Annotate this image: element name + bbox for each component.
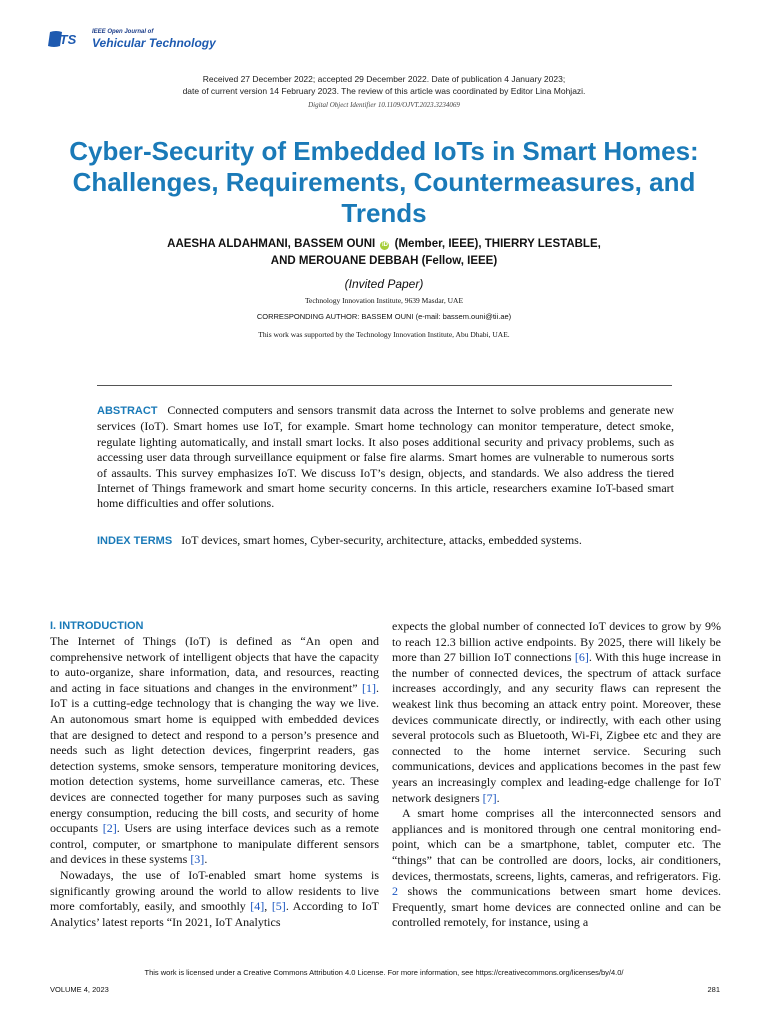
abstract-text: Connected computers and sensors transmit data across the Internet to solve problems and generate new services (IoT). Smart homes use IoT, for example. Smart home technology can monitor temperature, detect smoke, regulate lighting automatically, and install smart locks. It also poses additional security and privacy problems, such as accessing user data through surveillance equipment or false fire alarms. Smart homes are vulnerable to numerous sorts of assaults. This survey emphasizes IoT. We discuss IoT’s design, objects, and standards. We also address the tiered Internet of Things framework and smart home security concerns. In this article, researchers examine IoT-based smart home difficulties and offer solutions. [97, 403, 675, 511]
citation-link[interactable]: [6] [574, 650, 589, 665]
divider [97, 385, 672, 386]
citation-link[interactable]: [5] [271, 899, 286, 914]
received-line-1: Received 27 December 2022; accepted 29 December 2022. Date of publication 4 January 2023; [202, 74, 566, 84]
right-column [392, 619, 721, 931]
paragraph [50, 868, 379, 930]
authors-part-3: AND MEROUANE DEBBAH (Fellow, IEEE) [270, 255, 498, 267]
index-terms [97, 533, 674, 549]
journal-name: Vehicular Technology [92, 36, 216, 50]
received-info [0, 73, 768, 97]
text-run: Nowadays, the use of IoT-enabled smart home systems is significantly growing around the world to allow residents to live more comfortably, easily, and smoothly [50, 867, 379, 914]
text-run: A smart home comprises all the interconnected sensors and appliances and is monitored through one central monitoring end-point, which can be a smartphone, tablet, computer etc. The “things” that can be controlled are doors, locks, air conditioners, devices, thermostats, screens, lights, cameras, and refrigerators. Fig. [392, 806, 721, 883]
orcid-icon[interactable]: iD [381, 242, 388, 248]
text-run: shows the communications between smart home devices. Frequently, smart home devices are connected online and can be controlled remotely, for instance, using a [392, 884, 721, 930]
paragraph [392, 806, 721, 931]
text-run: . According to IoT Analytics’ latest reports “In 2021, IoT Analytics [50, 899, 379, 929]
text-run: expects the global number of connected IoT devices to grow by 9% to reach 12.3 billion active endpoints. By 2025, there will likely be more than 27 billion IoT connections [392, 619, 721, 665]
invited-paper: (Invited Paper) [344, 277, 424, 291]
text-run: The Internet of Things (IoT) is defined as “An open and comprehensive network of intelligent objects that have the capacity to auto-organize, share information, data, and resources, reacting and acting in face situations and changes in the environment” [50, 634, 379, 695]
svg-text:VTS: VTS [51, 32, 77, 47]
text-run: , [264, 899, 272, 914]
abstract [97, 403, 674, 512]
text-run: . [204, 852, 208, 867]
figure-link[interactable]: 2 [392, 884, 398, 899]
doi: Digital Object Identifier 10.1109/OJVT.2023.3234069 [308, 101, 460, 109]
journal-header [48, 24, 216, 54]
citation-link[interactable]: [7] [482, 790, 497, 805]
authors-part-2: (Member, IEEE), THIERRY LESTABLE, [394, 238, 601, 250]
citation-link[interactable]: [1] [362, 680, 376, 695]
received-line-2: date of current version 14 February 2023. The review of this article was coordinated by Editor Lina Mohjazi. [182, 86, 586, 96]
corresponding-author: CORRESPONDING AUTHOR: BASSEM OUNI (e-mail: bassem.ouni@tii.ae) [256, 312, 512, 321]
paragraph [50, 634, 379, 868]
section-heading: I. INTRODUCTION [50, 620, 144, 632]
authors [60, 236, 708, 270]
text-run: . IoT is a cutting-edge technology that is changing the way we live. An autonomous smart home is equipped with embedded devices that are designed to detect and respond to a person’s presence and needs such as light detection devices, fingerprint readers, gas detection systems, smoke sensors, temperature monitoring devices, motion detection systems, home surveillance cameras, etc. These devices are connected together for many purposes such as saving energy consumption, reducing the bill costs, and security of home occupants [50, 680, 379, 836]
affiliation: Technology Innovation Institute, 9639 Masdar, UAE [304, 296, 464, 305]
citation-link[interactable]: [3] [190, 852, 205, 867]
license-note: This work is licensed under a Creative Commons Attribution 4.0 License. For more information, see https://creativecommons.org/licenses/by/4.0/ [144, 968, 624, 977]
page-number: 281 [707, 985, 720, 994]
abstract-label: ABSTRACT [97, 405, 158, 417]
text-run: . [496, 790, 500, 805]
index-terms-text: IoT devices, smart homes, Cyber-security, architecture, attacks, embedded systems. [181, 533, 582, 547]
authors-part-1: AAESHA ALDAHMANI, BASSEM OUNI [167, 238, 376, 250]
citation-link[interactable]: [2] [102, 821, 117, 836]
index-terms-label: INDEX TERMS [97, 535, 173, 547]
citation-link[interactable]: [4] [250, 899, 265, 914]
text-run: . With this huge increase in the number of connected devices, the spectrum of attack surface increases accordingly, and any security flaws can represent the weakest link thus becoming an attack entry point. Moreover, these devices communicate directly, or indirectly, with each other using several protocols such as Bluetooth, Wi-Fi, Zigbee etc and they are connected to the home internet service. Securing such communications, devices and applications becomes in the past few years an increasingly complex and leading-edge challenge for IoT network designers [392, 650, 721, 805]
volume-label: VOLUME 4, 2023 [50, 985, 109, 994]
journal-subtitle: IEEE Open Journal of [92, 29, 154, 35]
text-run: . Users are using interface devices such as a remote control, computer, or smartphone to manipulate different sensors and devices in these systems [50, 821, 380, 867]
left-column [50, 619, 379, 930]
vts-logo [48, 28, 88, 50]
paper-title: Cyber-Security of Embedded IoTs in Smart Homes: Challenges, Requirements, Countermeasures, and Trends [69, 136, 699, 228]
journal-title-block [92, 29, 216, 49]
funding-note: This work was supported by the Technology Innovation Institute, Abu Dhabi, UAE. [258, 330, 510, 339]
paragraph [392, 619, 721, 806]
